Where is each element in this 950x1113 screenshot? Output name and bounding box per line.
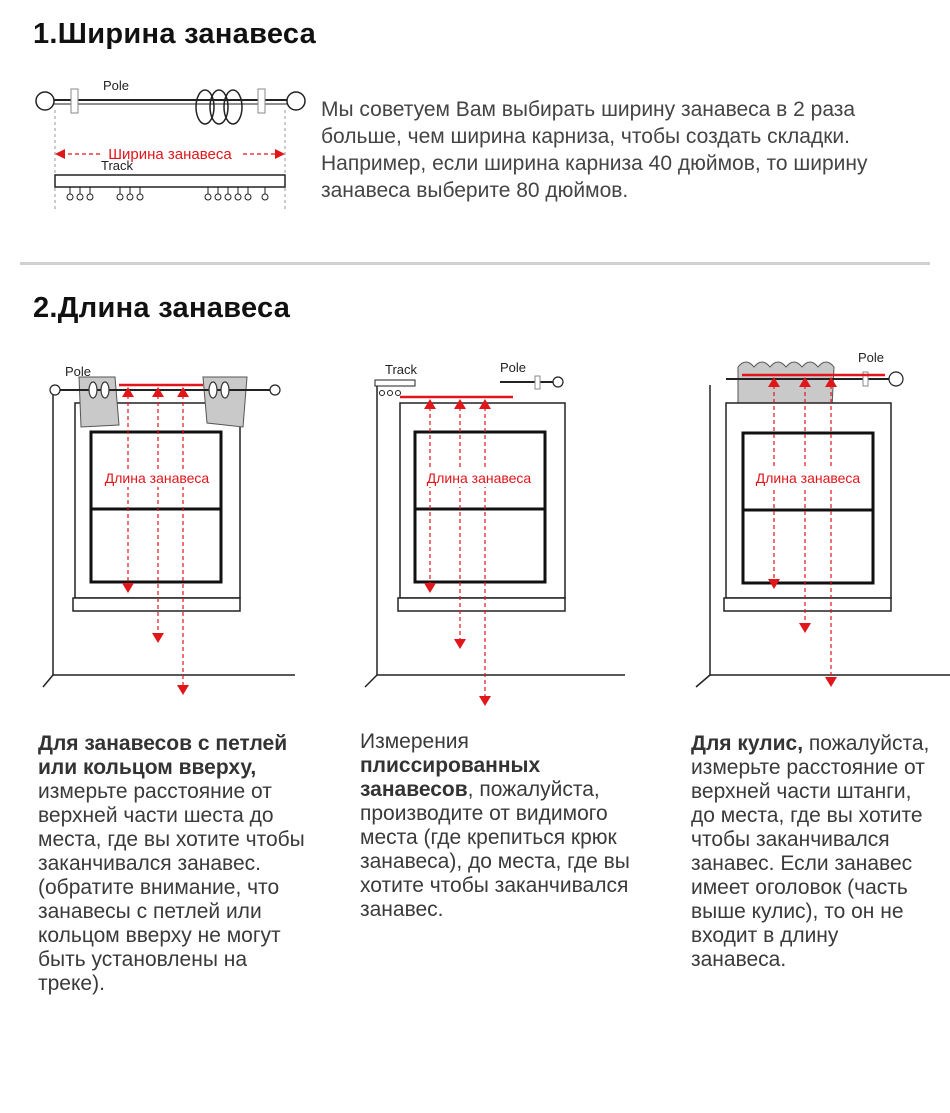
- width-diagram: [25, 70, 325, 220]
- column-3-bold: Для кулис,: [691, 732, 804, 755]
- bracket-left: [71, 89, 78, 113]
- width-description: Мы советуем Вам выбирать ширину занавеса в 2 раза больше, чем ширина карниза, чтобы создать складки. Например, если ширина карниза 40 дюймов, то ширину занавеса выберите 80 дюймов.: [321, 98, 868, 202]
- column-3-text: [691, 732, 936, 972]
- column-2-text: [360, 730, 640, 922]
- section-divider: [20, 262, 930, 265]
- column-1-text: [38, 732, 306, 996]
- curtain-width-label: Ширина занавеса: [108, 146, 232, 163]
- section-2-title: 2.Длина занавеса: [33, 292, 291, 324]
- pole-label: Pole: [65, 364, 92, 379]
- pole-label: Pole: [858, 350, 885, 365]
- curtain-ring: [224, 90, 242, 124]
- length-diagram-rod: [690, 345, 950, 700]
- section-1-title: 1.Ширина занавеса: [33, 18, 317, 50]
- length-diagram-pole: [35, 355, 295, 710]
- column-2-body: , пожалуйста, производите от видимого места (где крепиться крюк занавеса), до места, где вы хотите чтобы заканчивался занавес.: [360, 778, 630, 921]
- bracket-right: [258, 89, 265, 113]
- column-1-body: измерьте расстояние от верхней части шеста до места, где вы хотите чтобы заканчивался занавес.: [38, 780, 305, 875]
- curtain-length-label: Длина занавеса: [755, 470, 861, 486]
- column-1-note: (обратите внимание, что занавесы с петлей или кольцом вверху не могут быть установлены на треке).: [38, 876, 281, 995]
- curtain-length-label: Длина занавеса: [426, 470, 532, 486]
- column-3-body: пожалуйста, измерьте расстояние от верхней части штанги, до места, где вы хотите чтобы заканчивался занавес. Если занавес имеет оголовок (часть выше кулис), то он не входит в длину занавеса.: [691, 732, 930, 971]
- track-rail: [55, 175, 285, 187]
- column-2-bold: плиссированных занавесов: [360, 754, 541, 801]
- track-label: Track: [385, 362, 418, 377]
- length-diagram-track: [355, 355, 625, 710]
- curtain-length-label: Длина занавеса: [104, 470, 210, 486]
- track-label: Track: [101, 158, 134, 173]
- curtain-ring: [196, 90, 214, 124]
- pole-label: Pole: [500, 360, 527, 375]
- pole-finial-left: [36, 92, 54, 110]
- pole-label: Pole: [103, 78, 130, 93]
- column-1-bold: Для занавесов с петлей или кольцом вверху,: [38, 732, 288, 779]
- pole-finial-right: [287, 92, 305, 110]
- column-2-pre: Измерения: [360, 730, 469, 753]
- curtain-ring: [210, 90, 228, 124]
